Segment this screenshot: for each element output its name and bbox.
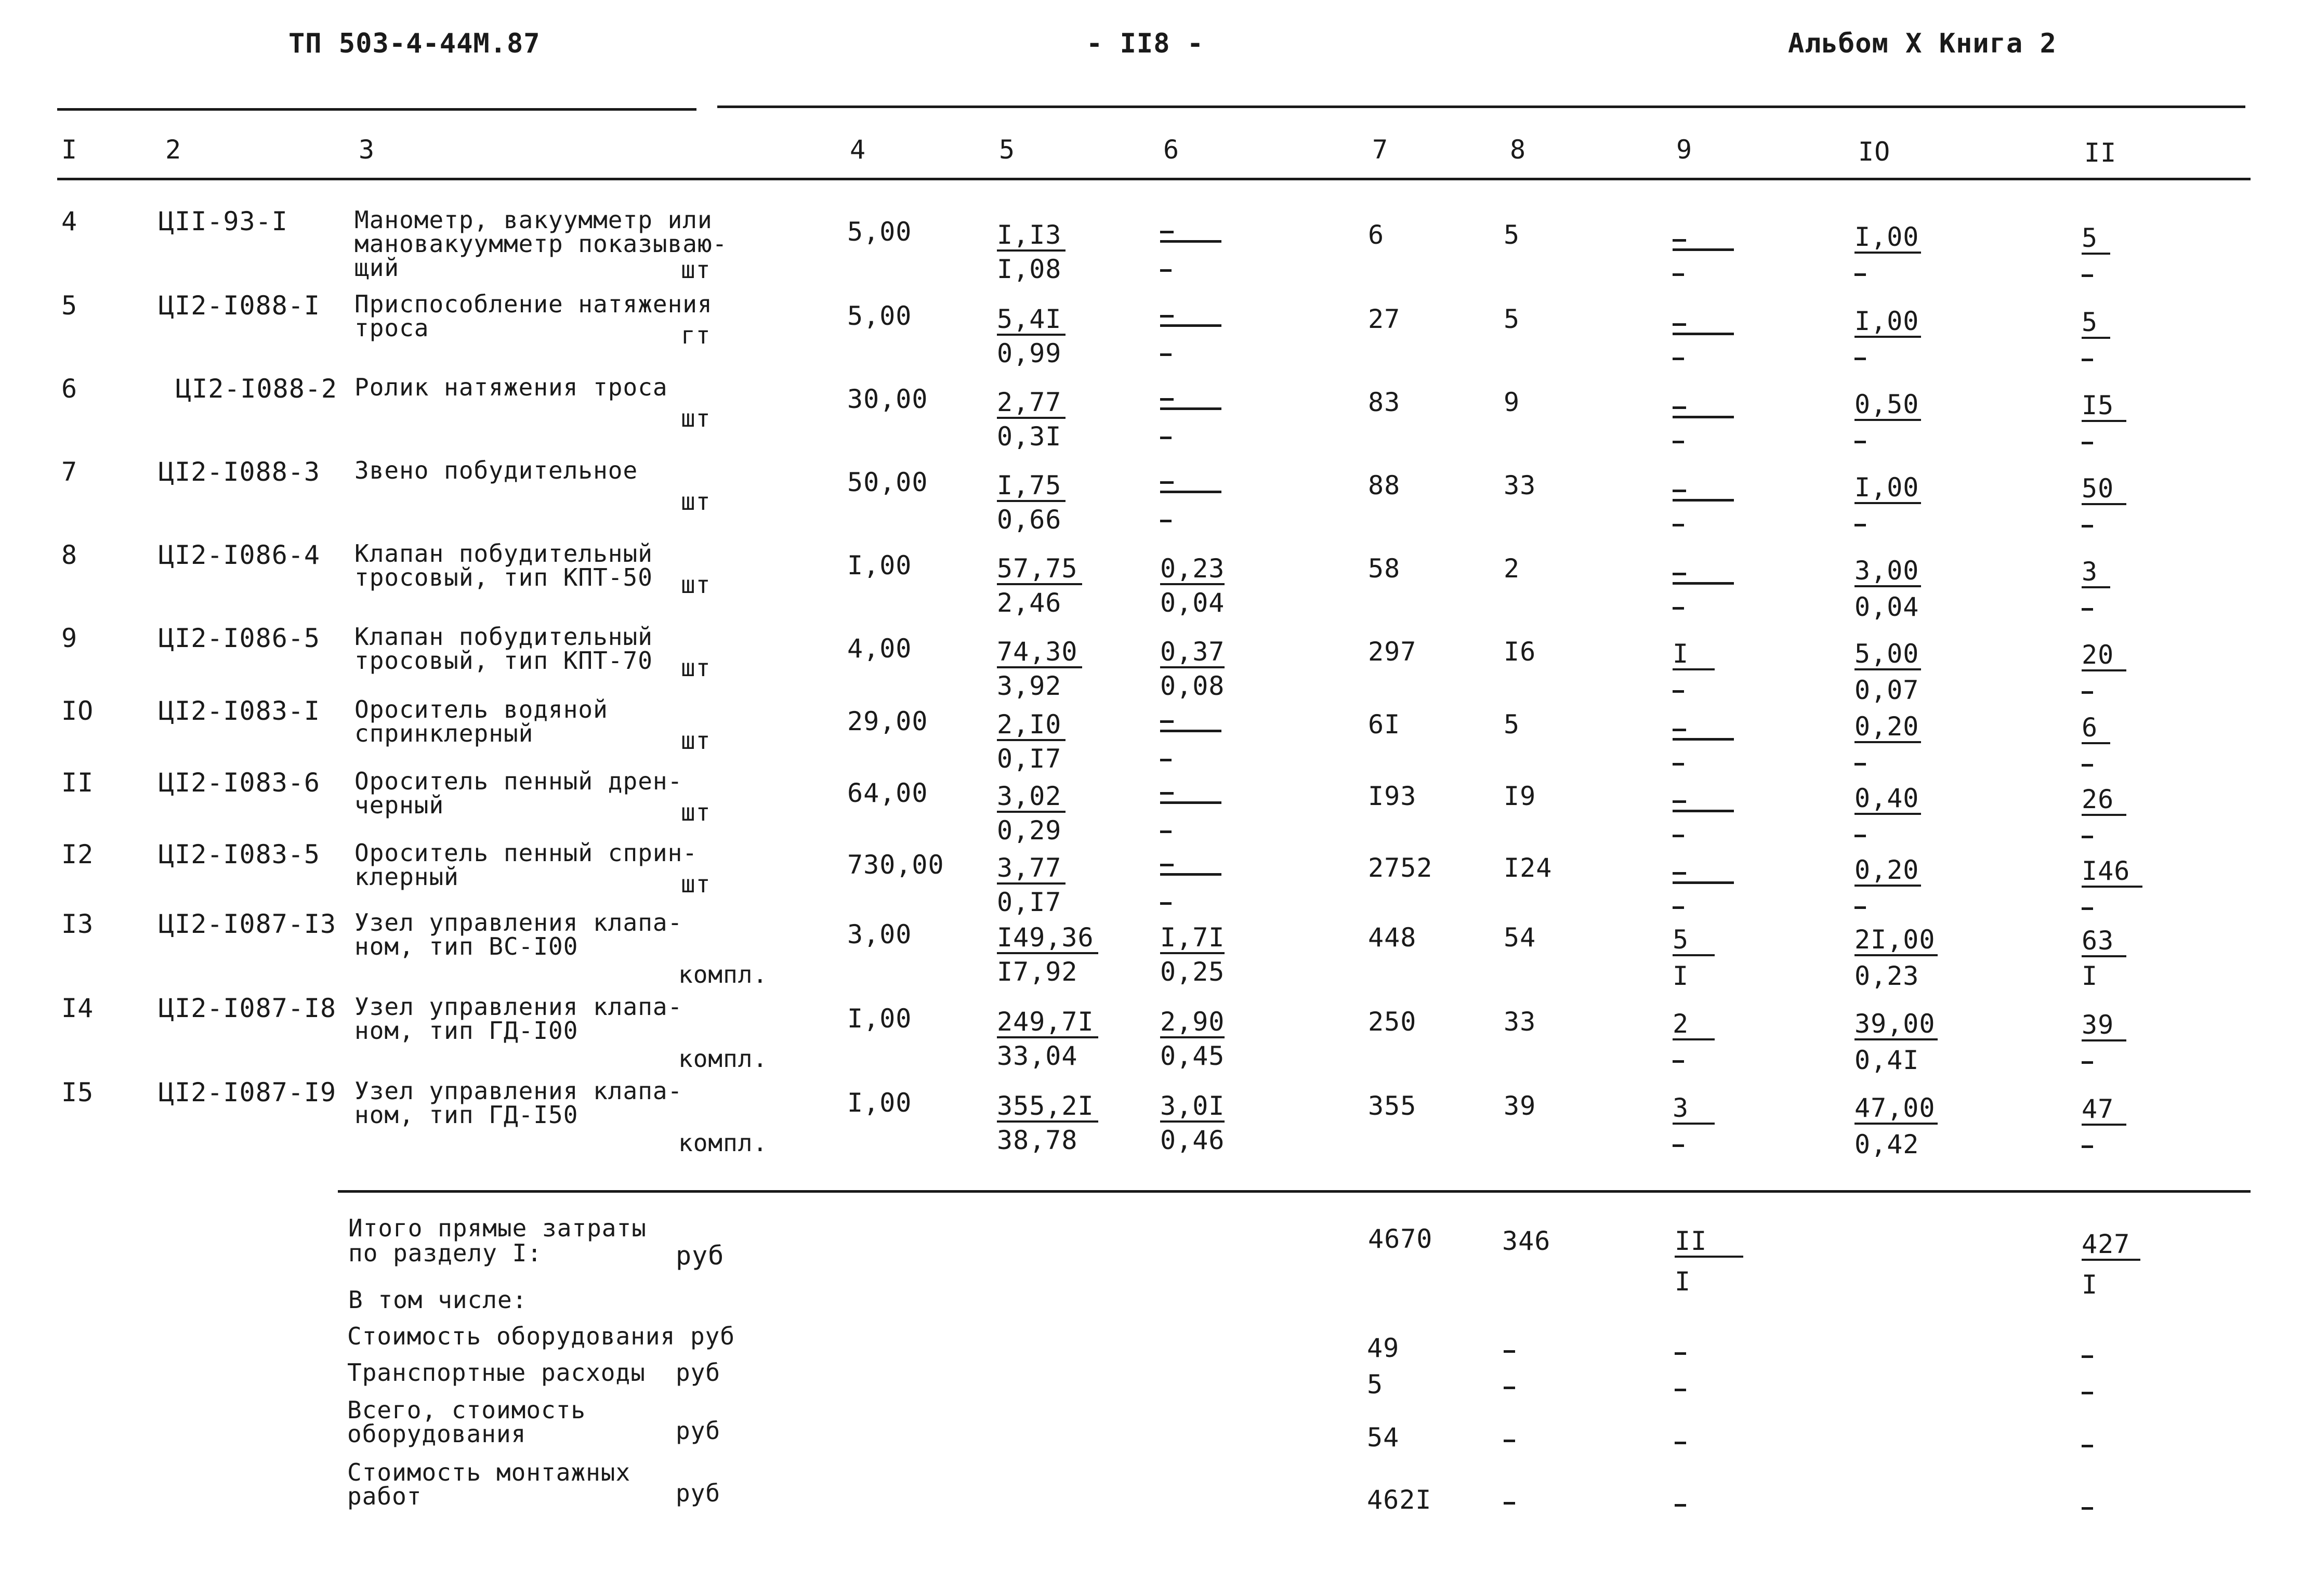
row-col7: 2752 <box>1368 853 1433 883</box>
column-header: 2 <box>165 135 182 165</box>
row-unit: компл. <box>678 1129 768 1157</box>
row-col11-top: 47 <box>2082 1096 2126 1126</box>
row-col7: 250 <box>1368 1007 1417 1037</box>
row-col10-top: 5,00 <box>1854 640 1921 670</box>
row-col8: 5 <box>1504 304 1520 334</box>
row-col9-bottom-dash <box>1673 273 1684 276</box>
row-col5-top: 355,2I <box>997 1092 1098 1123</box>
summary-item-label: оборудования <box>347 1420 527 1448</box>
row-col6-dash <box>1160 240 1221 243</box>
row-col11-top: 50 <box>2082 475 2126 505</box>
row-col10-bottom: 0,07 <box>1854 675 1919 705</box>
including-label: В том числе: <box>348 1286 528 1314</box>
row-col9-bottom-dash <box>1673 690 1684 693</box>
row-col9-dash-mark <box>1673 729 1686 731</box>
row-col6-dash-mark <box>1160 864 1174 866</box>
summary-item-col11-dash <box>2082 1355 2093 1358</box>
row-col9-bottom-dash <box>1673 906 1684 909</box>
row-col5-bottom: I7,92 <box>997 957 1078 987</box>
row-name-line: Приспособление натяжения <box>354 290 713 318</box>
summary-item-col9-dash <box>1675 1352 1686 1355</box>
row-name-line: Узел управления клапа- <box>354 1077 683 1105</box>
row-name-line: клерный <box>354 863 459 891</box>
row-code: ЦI2-I088-2 <box>176 374 338 404</box>
row-name-line: Звено побудительное <box>354 456 638 484</box>
row-col9-dash-mark <box>1673 323 1686 326</box>
row-col6-bottom-dash <box>1160 902 1172 905</box>
row-col6-dash-mark <box>1160 315 1174 318</box>
row-col9-bottom: I <box>1673 961 1689 991</box>
row-col10-bottom-dash <box>1854 273 1866 276</box>
row-col11-top: I46 <box>2082 858 2142 888</box>
row-col6-top: 2,90 <box>1160 1008 1225 1038</box>
row-col7: 355 <box>1368 1091 1417 1121</box>
row-col10-top: 0,50 <box>1854 391 1921 421</box>
row-col11-bottom-dash <box>2082 525 2093 527</box>
row-unit: гт <box>681 321 711 349</box>
row-col6-dash-mark <box>1160 231 1174 233</box>
row-col11-top: 5 <box>2082 225 2110 255</box>
summary-item-col8-dash <box>1504 1350 1515 1353</box>
row-col10-bottom-dash <box>1854 358 1866 360</box>
page-number: - II8 - <box>1086 28 1204 59</box>
row-col11-bottom-dash <box>2082 359 2093 361</box>
row-unit: шт <box>681 727 711 755</box>
row-unit: шт <box>681 404 711 432</box>
top-rule-left <box>57 108 696 111</box>
row-name-line: Ороситель водяной <box>354 695 608 723</box>
row-col11-bottom-dash <box>2082 764 2093 767</box>
row-col8: 54 <box>1504 922 1536 953</box>
row-col5-top: I,I3 <box>997 221 1066 252</box>
row-col5-bottom: 33,04 <box>997 1041 1078 1071</box>
row-unit: компл. <box>678 1045 768 1073</box>
row-col10-bottom-dash <box>1854 906 1866 909</box>
row-number: 6 <box>61 374 78 404</box>
total-label: Итого прямые затраты <box>348 1214 647 1242</box>
summary-item-unit: руб <box>676 1479 721 1507</box>
row-col6-bottom: 0,46 <box>1160 1125 1225 1155</box>
row-col5-top: 5,4I <box>997 306 1066 336</box>
row-name-line: ном, тип ВС-I00 <box>354 932 578 960</box>
row-col8: I9 <box>1504 781 1536 811</box>
row-col4: 30,00 <box>847 384 928 414</box>
row-col4: 5,00 <box>847 217 912 247</box>
row-unit: шт <box>681 487 711 516</box>
column-header: IO <box>1858 137 1891 167</box>
row-number: 9 <box>61 623 78 653</box>
row-col8: I6 <box>1504 637 1536 667</box>
summary-item-col7: 49 <box>1367 1333 1400 1363</box>
row-code: ЦI2-I088-I <box>159 291 321 321</box>
total-col11-top: 427 <box>2082 1231 2140 1261</box>
row-col8: 5 <box>1504 220 1520 250</box>
row-col5-bottom: 0,3I <box>997 421 1062 452</box>
row-col4: 4,00 <box>847 634 912 664</box>
total-col9-bottom: I <box>1675 1267 1691 1297</box>
row-col10-top: 0,20 <box>1854 856 1921 887</box>
row-col9-bottom-dash <box>1673 1144 1684 1147</box>
row-col9-dash-mark <box>1673 239 1686 242</box>
row-col5-bottom: I,08 <box>997 254 1062 284</box>
row-name-line: Клапан побудительный <box>354 623 653 651</box>
summary-item-label: Всего, стоимость <box>347 1396 586 1424</box>
album-book: Альбом X Книга 2 <box>1788 28 2057 59</box>
row-col6-bottom: 0,04 <box>1160 588 1225 618</box>
row-col7: 297 <box>1368 637 1417 667</box>
summary-item-col9-dash <box>1675 1504 1686 1507</box>
row-number: 7 <box>61 457 78 487</box>
summary-item-col8-dash <box>1504 1387 1515 1389</box>
row-col9-dash <box>1673 810 1734 812</box>
row-col10-bottom-dash <box>1854 763 1866 766</box>
row-col5-top: 74,30 <box>997 638 1082 668</box>
row-col5-top: 3,77 <box>997 854 1066 885</box>
row-name-line: Узел управления клапа- <box>354 993 683 1021</box>
row-col11-top: 5 <box>2082 309 2110 339</box>
row-number: II <box>61 768 94 798</box>
row-col6-top: 3,0I <box>1160 1092 1225 1123</box>
row-col6-bottom-dash <box>1160 437 1172 439</box>
total-col11-bottom: I <box>2082 1270 2098 1300</box>
total-col9-top: II <box>1675 1228 1743 1258</box>
summary-item-col7: 5 <box>1367 1369 1384 1400</box>
row-col5-bottom: 2,46 <box>997 588 1062 618</box>
row-col9-top: 3 <box>1673 1094 1715 1125</box>
row-col7: 6I <box>1368 709 1401 740</box>
column-header: 3 <box>359 135 375 165</box>
row-col5-top: 57,75 <box>997 555 1082 585</box>
column-header: 9 <box>1676 135 1693 165</box>
row-col8: I24 <box>1504 853 1553 883</box>
row-name-line: Ороситель пенный дрен- <box>354 767 683 795</box>
row-code: ЦI2-I086-4 <box>159 540 321 570</box>
row-col8: 5 <box>1504 709 1520 740</box>
row-col6-bottom-dash <box>1160 520 1172 522</box>
row-col4: I,00 <box>847 550 912 581</box>
total-unit: руб <box>676 1241 725 1271</box>
row-name-line: троса <box>354 314 429 342</box>
row-col11-top: 63 <box>2082 927 2126 957</box>
row-number: 8 <box>61 540 78 570</box>
row-col10-top: 3,00 <box>1854 557 1921 587</box>
row-col5-top: 2,77 <box>997 389 1066 419</box>
row-col10-bottom: 0,04 <box>1854 592 1919 622</box>
row-col10-bottom-dash <box>1854 524 1866 526</box>
top-rule-right <box>717 105 2245 108</box>
summary-item-label: Стоимость монтажных <box>347 1458 631 1486</box>
row-col11-top: 6 <box>2082 714 2110 744</box>
document-code: ТП 503-4-44М.87 <box>288 28 541 59</box>
column-header: 7 <box>1372 135 1389 165</box>
row-col5-bottom: 0,66 <box>997 505 1062 535</box>
row-col9-top: 2 <box>1673 1010 1715 1040</box>
row-col4: 29,00 <box>847 706 928 736</box>
row-col11-bottom-dash <box>2082 836 2093 838</box>
row-code: ЦI2-I087-I3 <box>159 909 337 939</box>
row-col11-top: 26 <box>2082 786 2126 816</box>
row-col4: 5,00 <box>847 301 912 331</box>
row-unit: компл. <box>678 960 768 988</box>
row-col8: 2 <box>1504 553 1520 584</box>
row-col11-top: 20 <box>2082 641 2126 671</box>
row-col6-top: 0,37 <box>1160 638 1225 668</box>
summary-item-col11-dash <box>2082 1392 2093 1394</box>
row-col9-dash <box>1673 738 1734 741</box>
row-col9-dash <box>1673 499 1734 502</box>
row-col9-dash-mark <box>1673 573 1686 575</box>
column-header: 8 <box>1510 135 1527 165</box>
row-col10-top: I,00 <box>1854 223 1921 254</box>
row-col5-top: 249,7I <box>997 1008 1098 1038</box>
row-col9-dash-mark <box>1673 800 1686 803</box>
row-col11-bottom-dash <box>2082 274 2093 277</box>
row-col10-top: 39,00 <box>1854 1010 1938 1040</box>
summary-item-col8-dash <box>1504 1440 1515 1442</box>
row-name-line: Ороситель пенный сприн- <box>354 839 698 867</box>
row-col11-bottom-dash <box>2082 608 2093 611</box>
row-name-line: черный <box>354 791 444 819</box>
row-col6-dash-mark <box>1160 481 1174 484</box>
row-unit: шт <box>681 654 711 682</box>
row-code: ЦI2-I083-I <box>159 696 321 726</box>
row-col10-bottom-dash <box>1854 441 1866 443</box>
row-col11-top: 3 <box>2082 558 2110 588</box>
row-col5-top: 2,I0 <box>997 711 1066 741</box>
row-col6-bottom: 0,45 <box>1160 1041 1225 1071</box>
row-col9-bottom-dash <box>1673 441 1684 443</box>
row-col6-dash <box>1160 801 1221 804</box>
row-col9-bottom-dash <box>1673 835 1684 837</box>
column-header: 6 <box>1163 135 1180 165</box>
row-name-line: Узел управления клапа- <box>354 908 683 937</box>
row-col9-dash <box>1673 416 1734 418</box>
row-col6-dash <box>1160 491 1221 493</box>
total-col7: 4670 <box>1368 1224 1433 1254</box>
row-col10-bottom: 0,42 <box>1854 1129 1919 1159</box>
row-col5-bottom: 3,92 <box>997 671 1062 701</box>
summary-item-col9-dash <box>1675 1442 1686 1444</box>
summary-item-label: Транспортные расходы <box>347 1358 646 1387</box>
row-name-line: Клапан побудительный <box>354 539 653 568</box>
row-col8: 39 <box>1504 1091 1536 1121</box>
summary-item-col7: 54 <box>1367 1422 1400 1453</box>
row-col4: 64,00 <box>847 778 928 808</box>
row-code: ЦI2-I087-I8 <box>159 993 337 1023</box>
row-col6-top: 0,23 <box>1160 555 1225 585</box>
row-unit: шт <box>681 870 711 898</box>
summary-item-col11-dash <box>2082 1507 2093 1510</box>
header-bottom-rule <box>57 178 2251 180</box>
summary-item-unit: руб <box>676 1417 721 1445</box>
row-col6-bottom-dash <box>1160 830 1172 833</box>
row-name-line: тросовый, тип КПТ-50 <box>354 563 653 591</box>
row-col9-top: I <box>1673 640 1715 670</box>
row-col5-top: I49,36 <box>997 924 1098 954</box>
row-col9-bottom-dash <box>1673 524 1684 526</box>
row-col9-bottom-dash <box>1673 358 1684 360</box>
row-col10-bottom: 0,23 <box>1854 961 1919 991</box>
row-number: 5 <box>61 291 78 321</box>
row-number: I2 <box>61 839 94 869</box>
row-col7: 27 <box>1368 304 1401 334</box>
row-code: ЦII-93-I <box>159 206 288 236</box>
row-col11-bottom-dash <box>2082 1145 2093 1148</box>
row-col6-top: I,7I <box>1160 924 1225 954</box>
row-col10-top: 0,20 <box>1854 713 1921 743</box>
row-col7: 448 <box>1368 922 1417 953</box>
row-unit: шт <box>681 798 711 826</box>
row-col10-bottom: 0,4I <box>1854 1045 1919 1075</box>
row-col7: I93 <box>1368 781 1417 811</box>
summary-rule <box>338 1190 2251 1193</box>
row-name-line: тросовый, тип КПТ-70 <box>354 647 653 675</box>
row-col9-dash <box>1673 333 1734 335</box>
row-col4: 730,00 <box>847 850 944 880</box>
row-col5-bottom: 38,78 <box>997 1125 1078 1155</box>
row-col8: 33 <box>1504 470 1536 500</box>
row-col11-top: 39 <box>2082 1011 2126 1041</box>
summary-item-col8-dash <box>1504 1502 1515 1505</box>
column-header: II <box>2084 138 2117 168</box>
row-col7: 58 <box>1368 553 1401 584</box>
row-col5-bottom: 0,I7 <box>997 887 1062 917</box>
row-col10-top: I,00 <box>1854 474 1921 504</box>
row-col4: 3,00 <box>847 919 912 949</box>
row-col9-bottom-dash <box>1673 607 1684 610</box>
row-col9-dash-mark <box>1673 406 1686 409</box>
row-code: ЦI2-I087-I9 <box>159 1077 337 1107</box>
row-col11-top: I5 <box>2082 392 2126 422</box>
row-code: ЦI2-I088-3 <box>159 457 321 487</box>
row-col6-dash-mark <box>1160 720 1174 723</box>
row-name-line: щий <box>354 254 400 282</box>
row-col5-bottom: 0,29 <box>997 815 1062 846</box>
row-col5-top: 3,02 <box>997 783 1066 813</box>
row-col10-top: I,00 <box>1854 308 1921 338</box>
row-name-line: Манометр, вакуумметр или <box>354 206 713 234</box>
row-col9-bottom-dash <box>1673 1060 1684 1063</box>
row-col6-bottom: 0,25 <box>1160 957 1225 987</box>
row-col11-bottom: I <box>2082 961 2098 991</box>
row-col5-top: I,75 <box>997 472 1066 502</box>
row-unit: шт <box>681 256 711 284</box>
row-col6-dash <box>1160 324 1221 327</box>
row-name-line: мановакуумметр показываю- <box>354 230 728 258</box>
row-unit: шт <box>681 571 711 599</box>
row-name-line: спринклерный <box>354 719 534 747</box>
total-label: по разделу I: <box>348 1239 543 1267</box>
row-col11-bottom-dash <box>2082 907 2093 910</box>
row-col5-bottom: 0,I7 <box>997 744 1062 774</box>
row-col11-bottom-dash <box>2082 1061 2093 1064</box>
row-number: 4 <box>61 206 78 236</box>
row-col7: 83 <box>1368 387 1401 417</box>
row-code: ЦI2-I083-6 <box>159 768 321 798</box>
row-code: ЦI2-I086-5 <box>159 623 321 653</box>
row-name-line: ном, тип ГД-I50 <box>354 1101 578 1129</box>
row-name-line: Ролик натяжения троса <box>354 373 668 401</box>
column-header: 4 <box>850 135 866 165</box>
row-col11-bottom-dash <box>2082 691 2093 694</box>
row-col9-top: 5 <box>1673 926 1715 956</box>
total-col8: 346 <box>1502 1226 1551 1256</box>
summary-item-unit: руб <box>676 1358 721 1387</box>
row-col9-dash <box>1673 248 1734 251</box>
row-col4: I,00 <box>847 1088 912 1118</box>
row-col11-bottom-dash <box>2082 442 2093 444</box>
row-number: I3 <box>61 909 94 939</box>
column-header: I <box>61 135 78 165</box>
row-col6-bottom-dash <box>1160 759 1172 761</box>
row-col6-dash <box>1160 407 1221 410</box>
row-col6-dash <box>1160 873 1221 876</box>
row-col8: 33 <box>1504 1007 1536 1037</box>
row-col10-bottom-dash <box>1854 835 1866 837</box>
row-col6-bottom: 0,08 <box>1160 671 1225 701</box>
row-col9-dash-mark <box>1673 872 1686 875</box>
row-col8: 9 <box>1504 387 1520 417</box>
row-col9-dash <box>1673 881 1734 884</box>
row-col4: 50,00 <box>847 467 928 497</box>
row-number: IO <box>61 696 94 726</box>
row-col4: I,00 <box>847 1004 912 1034</box>
column-header: 5 <box>999 135 1016 165</box>
row-col9-bottom-dash <box>1673 763 1684 766</box>
row-col9-dash-mark <box>1673 490 1686 492</box>
row-col10-top: 0,40 <box>1854 785 1921 815</box>
row-col9-dash <box>1673 582 1734 585</box>
row-col6-dash-mark <box>1160 398 1174 401</box>
row-col6-dash-mark <box>1160 792 1174 795</box>
row-number: I4 <box>61 993 94 1023</box>
row-col10-top: 47,00 <box>1854 1094 1938 1125</box>
row-col6-bottom-dash <box>1160 353 1172 356</box>
row-col6-dash <box>1160 730 1221 732</box>
summary-item-col9-dash <box>1675 1389 1686 1391</box>
row-col5-bottom: 0,99 <box>997 338 1062 368</box>
summary-item-col11-dash <box>2082 1445 2093 1447</box>
row-code: ЦI2-I083-5 <box>159 839 321 869</box>
row-col10-top: 2I,00 <box>1854 926 1938 956</box>
summary-item-label: Стоимость оборудования руб <box>347 1322 735 1350</box>
summary-item-col7: 462I <box>1367 1485 1432 1515</box>
row-col6-bottom-dash <box>1160 269 1172 272</box>
row-number: I5 <box>61 1077 94 1107</box>
row-col7: 88 <box>1368 470 1401 500</box>
row-name-line: ном, тип ГД-I00 <box>354 1017 578 1045</box>
row-col7: 6 <box>1368 220 1385 250</box>
summary-item-label: работ <box>347 1482 422 1510</box>
